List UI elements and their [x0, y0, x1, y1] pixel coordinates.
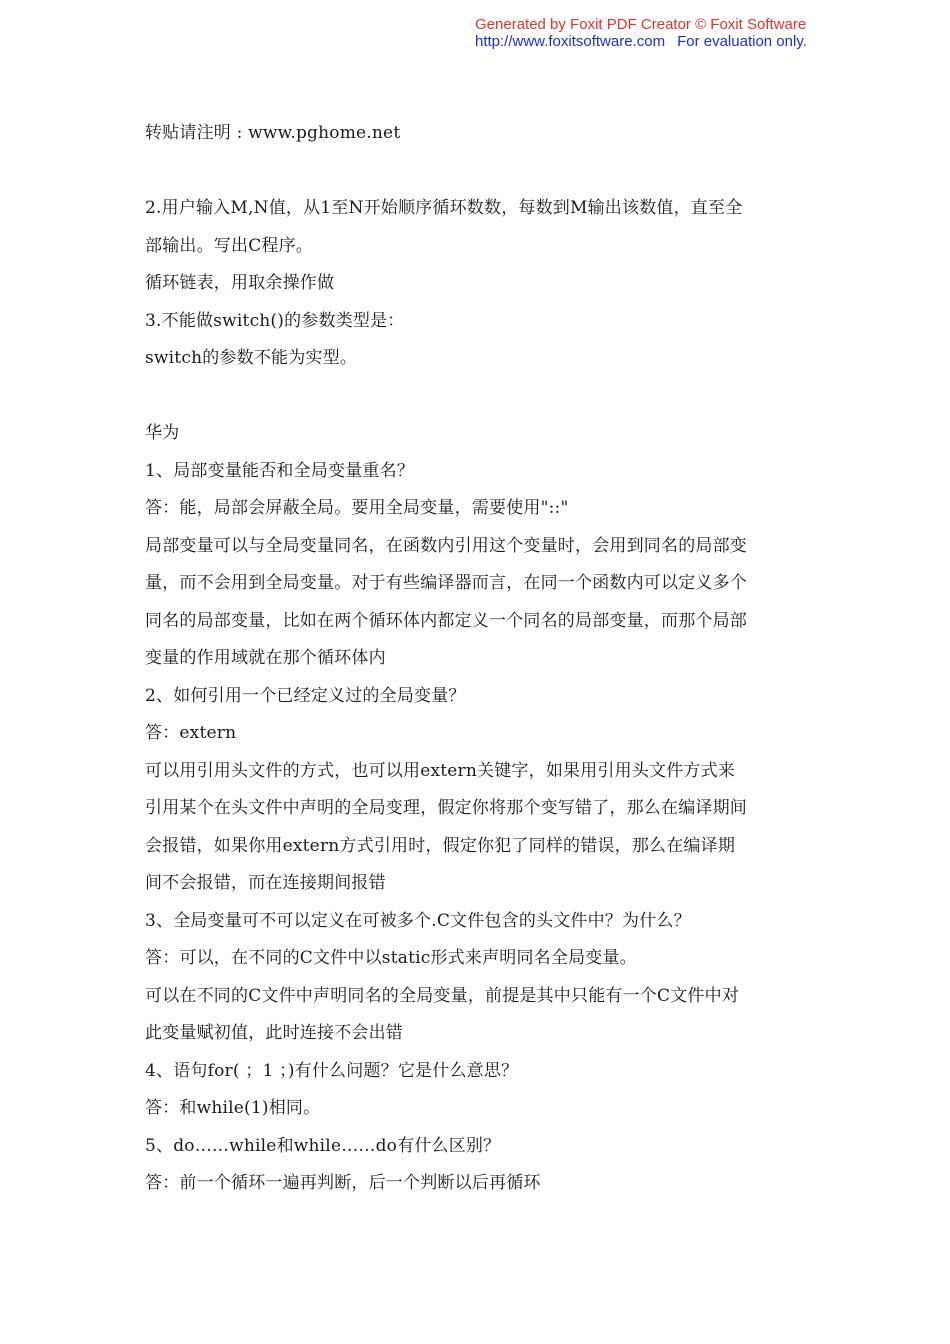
- huawei-answer-3: 答：可以，在不同的C文件中以static形式来声明同名全局变量。: [145, 948, 637, 968]
- question-2-text: 2.用户输入M,N值，从1至N开始顺序循环数数，每数到M输出该数值，直至全: [145, 198, 743, 218]
- huawei-explanation-1: 变量的作用域就在那个循环体内: [145, 648, 386, 668]
- watermark-evaluation-note: For evaluation only.: [677, 33, 807, 50]
- huawei-answer-5: 答：前一个循环一遍再判断，后一个判断以后再循环: [145, 1173, 541, 1193]
- watermark-url-line: [475, 33, 835, 50]
- blank-line: [145, 153, 810, 191]
- blank-line: [145, 378, 810, 416]
- huawei-question-5: 5、do……while和while……do有什么区别？: [145, 1135, 501, 1156]
- huawei-question-2: 2、如何引用一个已经定义过的全局变量？: [145, 685, 466, 706]
- huawei-explanation-3: 此变量赋初值，此时连接不会出错: [145, 1023, 403, 1043]
- question-3-text: 3.不能做switch()的参数类型是：: [145, 310, 405, 331]
- document-body: [145, 115, 810, 1203]
- huawei-answer-2: 答：extern: [145, 723, 237, 743]
- huawei-question-4: 4、语句for( ；1 ；)有什么问题？它是什么意思？: [145, 1060, 519, 1081]
- answer-2-text: 循环链表，用取余操作做: [145, 273, 335, 293]
- huawei-answer-4: 答：和while(1)相同。: [145, 1098, 321, 1118]
- watermark-generated-by: Generated by Foxit PDF Creator © Foxit Software: [475, 16, 807, 33]
- huawei-explanation-2: 可以用引用头文件的方式，也可以用extern关键字，如果用引用头文件方式来: [145, 760, 736, 781]
- foxit-watermark: [475, 16, 835, 50]
- answer-3-text: switch的参数不能为实型。: [145, 348, 358, 368]
- watermark-url[interactable]: http://www.foxitsoftware.com: [475, 33, 666, 50]
- section-heading-huawei: 华为: [145, 423, 180, 443]
- huawei-explanation-2: 间不会报错，而在连接期间报错: [145, 873, 386, 893]
- huawei-question-3: 3、全局变量可不可以定义在可被多个.C文件包含的头文件中？为什么？: [145, 910, 691, 931]
- question-2-text-cont: 部输出。写出C程序。: [145, 235, 314, 256]
- huawei-explanation-1: 局部变量可以与全局变量同名，在函数内引用这个变量时，会用到同名的局部变: [145, 535, 747, 556]
- repost-notice: 转贴请注明 : www.pghome.net: [145, 123, 401, 143]
- huawei-explanation-2: 会报错，如果你用extern方式引用时，假定你犯了同样的错误，那么在编译期: [145, 835, 736, 856]
- huawei-question-1: 1、局部变量能否和全局变量重名？: [145, 460, 415, 481]
- huawei-explanation-1: 量，而不会用到全局变量。对于有些编译器而言，在同一个函数内可以定义多个: [145, 573, 747, 593]
- huawei-explanation-3: 可以在不同的C文件中声明同名的全局变量，前提是其中只能有一个C文件中对: [145, 985, 740, 1006]
- huawei-explanation-2: 引用某个在头文件中声明的全局变理，假定你将那个变写错了，那么在编译期间: [145, 798, 747, 818]
- huawei-explanation-1: 同名的局部变量，比如在两个循环体内都定义一个同名的局部变量，而那个局部: [145, 610, 747, 631]
- huawei-answer-1: 答：能，局部会屏蔽全局。要用全局变量，需要使用"::": [145, 498, 569, 518]
